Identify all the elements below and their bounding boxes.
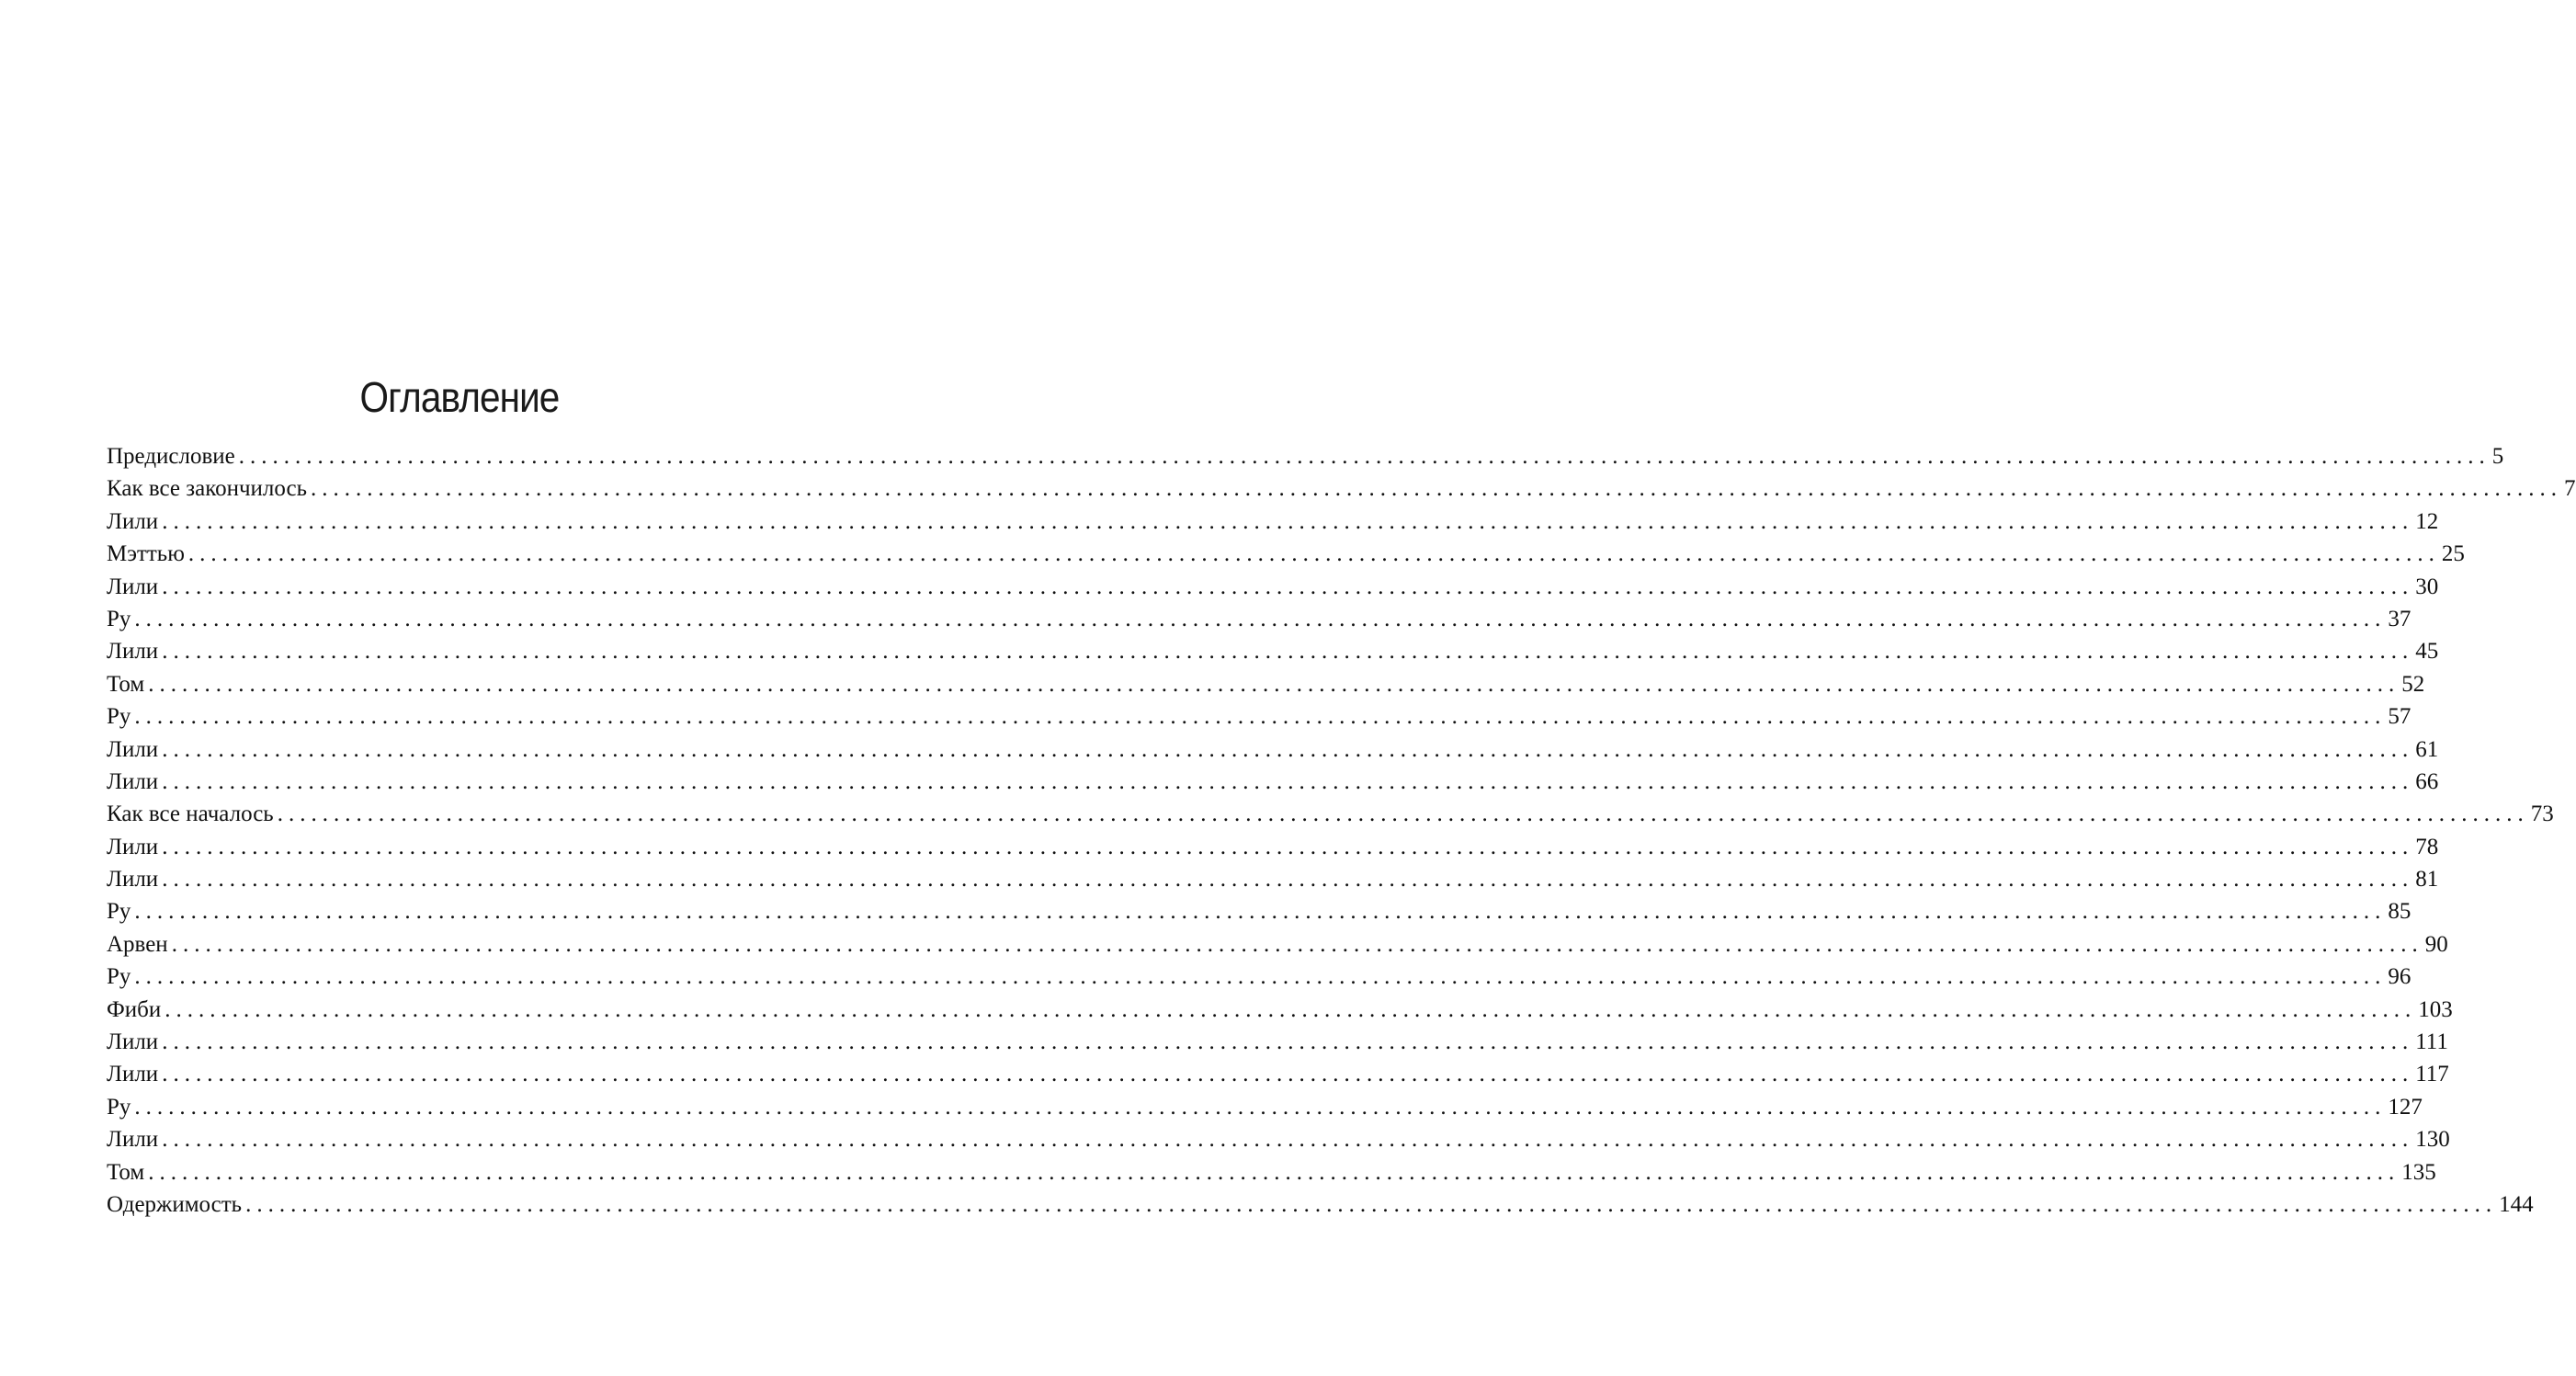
- toc-entry-label: Ру: [107, 704, 131, 730]
- toc-entry-page: 78: [2415, 834, 2439, 859]
- toc-entry: [107, 798, 2554, 830]
- toc-entry-label: Лили: [107, 1029, 159, 1055]
- toc-dot-leader: ........................................................................................................................................................................................................: [134, 899, 2387, 925]
- toc-entry-label: Лили: [107, 1127, 159, 1153]
- toc-entry: [107, 895, 2411, 927]
- toc-entry: [107, 863, 2439, 895]
- toc-dot-leader: ........................................................................................................................................................................................................: [162, 867, 2414, 893]
- toc-entry-page: 85: [2388, 899, 2411, 925]
- toc-entry-page: 66: [2415, 768, 2439, 794]
- toc-dot-leader: ........................................................................................................................................................................................................: [165, 996, 2417, 1022]
- toc-entry: [107, 831, 2439, 863]
- toc-dot-leader: ........................................................................................................................................................................................................: [277, 802, 2529, 827]
- toc-entry-label: Лили: [107, 574, 159, 599]
- toc-dot-leader: ........................................................................................................................................................................................................: [238, 444, 2491, 469]
- toc-entry-page: 12: [2415, 508, 2439, 534]
- toc-entry: [107, 961, 2411, 993]
- toc-dot-leader: ........................................................................................................................................................................................................: [134, 964, 2387, 990]
- toc-entry: [107, 700, 2411, 733]
- toc-dot-leader: ........................................................................................................................................................................................................: [245, 1191, 2498, 1217]
- toc-dot-leader: ........................................................................................................................................................................................................: [162, 1029, 2414, 1055]
- toc-entry: [107, 472, 2576, 505]
- toc-entry-page: 135: [2401, 1159, 2436, 1185]
- toc-entry: [107, 733, 2439, 766]
- toc-entry-page: 5: [2491, 444, 2504, 469]
- toc-dot-leader: ........................................................................................................................................................................................................: [162, 574, 2414, 599]
- toc-entry-page: 57: [2388, 704, 2411, 730]
- toc-entry-label: Арвен: [107, 931, 168, 957]
- toc-entry-label: Одержимость: [107, 1191, 243, 1217]
- toc-entry: [107, 1026, 2448, 1058]
- toc-entry-label: Фиби: [107, 996, 162, 1022]
- toc-entry-page: 45: [2415, 639, 2439, 665]
- toc-entry-page: 7: [2564, 476, 2576, 502]
- toc-dot-leader: ........................................................................................................................................................................................................: [134, 704, 2387, 730]
- toc-entry-page: 52: [2401, 671, 2425, 697]
- toc-dot-leader: ........................................................................................................................................................................................................: [171, 931, 2423, 957]
- toc-entry-label: Ру: [107, 1094, 131, 1120]
- toc-entry: [107, 635, 2439, 667]
- toc-entry-label: Лили: [107, 867, 159, 893]
- toc-entry-label: Том: [107, 671, 145, 697]
- toc-dot-leader: ........................................................................................................................................................................................................: [162, 736, 2414, 762]
- toc-dot-leader: ........................................................................................................................................................................................................: [148, 1159, 2400, 1185]
- toc-entry-label: Лили: [107, 508, 159, 534]
- toc-entry-label: Как все началось: [107, 802, 274, 827]
- toc-entry-page: 144: [2499, 1191, 2534, 1217]
- toc-dot-leader: ........................................................................................................................................................................................................: [134, 606, 2387, 631]
- toc-entry-page: 25: [2441, 541, 2465, 567]
- toc-entry-label: Том: [107, 1159, 145, 1185]
- toc-entry-label: Ру: [107, 606, 131, 631]
- toc-entry-page: 30: [2415, 574, 2439, 599]
- toc-entry: [107, 506, 2439, 538]
- toc-dot-leader: ........................................................................................................................................................................................................: [187, 541, 2440, 567]
- toc-entry-label: Лили: [107, 639, 159, 665]
- toc-entry-page: 96: [2388, 964, 2411, 990]
- toc-entry-label: Предисловие: [107, 444, 235, 469]
- toc-entry-page: 117: [2415, 1062, 2449, 1087]
- toc-entry-label: Ру: [107, 899, 131, 925]
- toc-entry: [107, 571, 2439, 603]
- toc-entry: [107, 668, 2425, 700]
- toc-entry: [107, 928, 2448, 961]
- toc-entry: [107, 603, 2411, 635]
- toc-dot-leader: ........................................................................................................................................................................................................: [162, 834, 2414, 859]
- toc-entry-page: 130: [2415, 1127, 2450, 1153]
- toc-entry-page: 111: [2415, 1029, 2448, 1055]
- toc-entry: [107, 1188, 2534, 1221]
- toc-dot-leader: ........................................................................................................................................................................................................: [148, 671, 2400, 697]
- toc-dot-leader: ........................................................................................................................................................................................................: [162, 768, 2414, 794]
- toc-entry-page: 73: [2530, 802, 2554, 827]
- toc-entry: [107, 766, 2439, 798]
- toc-entry-label: Лили: [107, 736, 159, 762]
- toc-entry-label: Как все закончилось: [107, 476, 308, 502]
- toc-entry-label: Лили: [107, 768, 159, 794]
- toc-entry-label: Мэттью: [107, 541, 185, 567]
- toc-dot-leader: ........................................................................................................................................................................................................: [162, 639, 2414, 665]
- toc-list: [107, 440, 2576, 1221]
- toc-entry-label: Ру: [107, 964, 131, 990]
- toc-entry: [107, 538, 2465, 570]
- toc-entry-page: 61: [2415, 736, 2439, 762]
- toc-entry-page: 127: [2388, 1094, 2423, 1120]
- toc-dot-leader: ........................................................................................................................................................................................................: [162, 1062, 2414, 1087]
- toc-entry: [107, 440, 2504, 472]
- toc-dot-leader: ........................................................................................................................................................................................................: [162, 1127, 2414, 1153]
- toc-entry: [107, 1123, 2450, 1155]
- toc-dot-leader: ........................................................................................................................................................................................................: [134, 1094, 2387, 1120]
- toc-entry-page: 81: [2415, 867, 2439, 893]
- toc-entry-label: Лили: [107, 1062, 159, 1087]
- toc-entry: [107, 1091, 2423, 1123]
- toc-entry-label: Лили: [107, 834, 159, 859]
- toc-entry-page: 37: [2388, 606, 2411, 631]
- toc-entry-page: 90: [2424, 931, 2448, 957]
- toc-entry: [107, 1156, 2436, 1188]
- toc-entry: [107, 1058, 2449, 1090]
- toc-entry-page: 103: [2418, 996, 2453, 1022]
- toc-dot-leader: ........................................................................................................................................................................................................: [162, 508, 2414, 534]
- toc-dot-leader: ........................................................................................................................................................................................................: [311, 476, 2563, 502]
- toc-title: Оглавление: [359, 373, 560, 421]
- toc-entry: [107, 994, 2453, 1026]
